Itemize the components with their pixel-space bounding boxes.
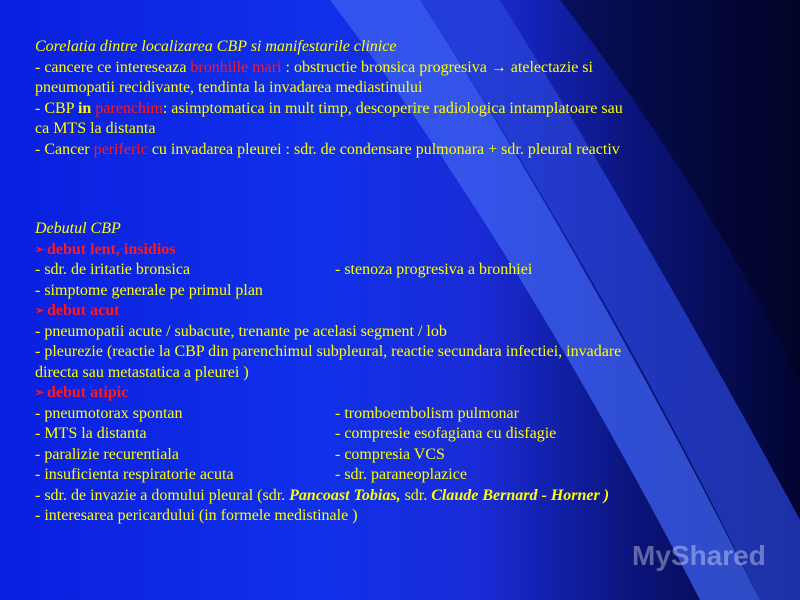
text-line: - pleurezie (reactie la CBP din parenchimul subpleural, reactie secundara infectiei, invadare [35, 343, 622, 360]
watermark-text: MyShared [632, 540, 766, 571]
text-span: sdr. [400, 486, 432, 504]
text-span: - cancere ce intereseaza [35, 58, 191, 76]
two-column-row [35, 260, 775, 281]
right-item: - stenoza progresiva a bronhiei [335, 261, 533, 278]
text-line: pneumopatii recidivante, tendinta la invadarea mediastinului [35, 79, 423, 96]
bullet-label: debut atipic [47, 384, 129, 401]
highlight-text: bronhiile mari [190, 58, 282, 76]
bullet-heading [35, 301, 775, 322]
section-title: Debutul CBP [35, 220, 121, 237]
section-title: Corelatia dintre localizarea CBP si manifestarile clinice [35, 38, 397, 55]
two-column-row [35, 465, 775, 486]
eponym-text: Claude Bernard - Horner ) [431, 486, 610, 504]
left-item: - paralizie recurentiala [35, 445, 179, 463]
text-line [35, 140, 775, 161]
two-column-row [35, 404, 775, 425]
eponym-text: Pancoast Tobias, [289, 486, 401, 504]
arrow-bullet-icon: ➢ [35, 387, 45, 399]
highlight-text: parenchim [91, 99, 163, 117]
two-column-row [35, 445, 775, 466]
left-item: - pneumotorax spontan [35, 404, 183, 422]
text-line [35, 99, 775, 120]
arrow-bullet-icon: ➢ [35, 305, 45, 317]
bullet-heading [35, 240, 775, 261]
text-line [35, 58, 775, 79]
section-onset [35, 219, 775, 527]
text-line: ca MTS la distanta [35, 120, 156, 137]
text-span: - Cancer [35, 140, 94, 158]
left-item: - MTS la distanta [35, 425, 147, 442]
bullet-label: debut lent, insidios [47, 240, 176, 258]
section-correlation [35, 37, 775, 160]
highlight-text: periferic [93, 140, 148, 158]
text-line: - interesarea pericardului (in formele medistinale ) [35, 507, 358, 524]
right-item: - tromboembolism pulmonar [335, 404, 519, 422]
text-line [35, 486, 775, 507]
left-item: - insuficienta respiratorie acuta [35, 466, 234, 483]
bold-text: in [77, 99, 92, 117]
text-line: - pneumopatii acute / subacute, trenante pe acelasi segment / lob [35, 322, 447, 340]
left-item: - sdr. de iritatie bronsica [35, 261, 191, 278]
right-item: - compresia VCS [335, 445, 445, 463]
arrow-icon: → [490, 58, 507, 76]
text-span: cu invadarea pleurei : sdr. de condensare pulmonara + sdr. pleural reactiv [147, 140, 620, 158]
bullet-label: debut acut [47, 302, 120, 319]
text-span: - sdr. de invazie a domului pleural (sdr. [35, 486, 290, 504]
right-item: - sdr. paraneoplazice [335, 466, 467, 483]
text-span: atelectazie si [506, 58, 593, 76]
right-item: - compresie esofagiana cu disfagie [335, 425, 557, 442]
watermark-logo [632, 540, 766, 572]
text-span: : obstructie bronsica progresiva [281, 58, 491, 76]
bullet-heading [35, 383, 775, 404]
text-line: directa sau metastatica a pleurei ) [35, 363, 249, 381]
text-span: : asimptomatica in mult timp, descoperire radiologica intamplatoare sau [162, 99, 623, 117]
arrow-bullet-icon: ➢ [35, 243, 45, 256]
text-span: - CBP [35, 99, 78, 117]
text-line: - simptome generale pe primul plan [35, 281, 263, 299]
two-column-row [35, 424, 775, 445]
